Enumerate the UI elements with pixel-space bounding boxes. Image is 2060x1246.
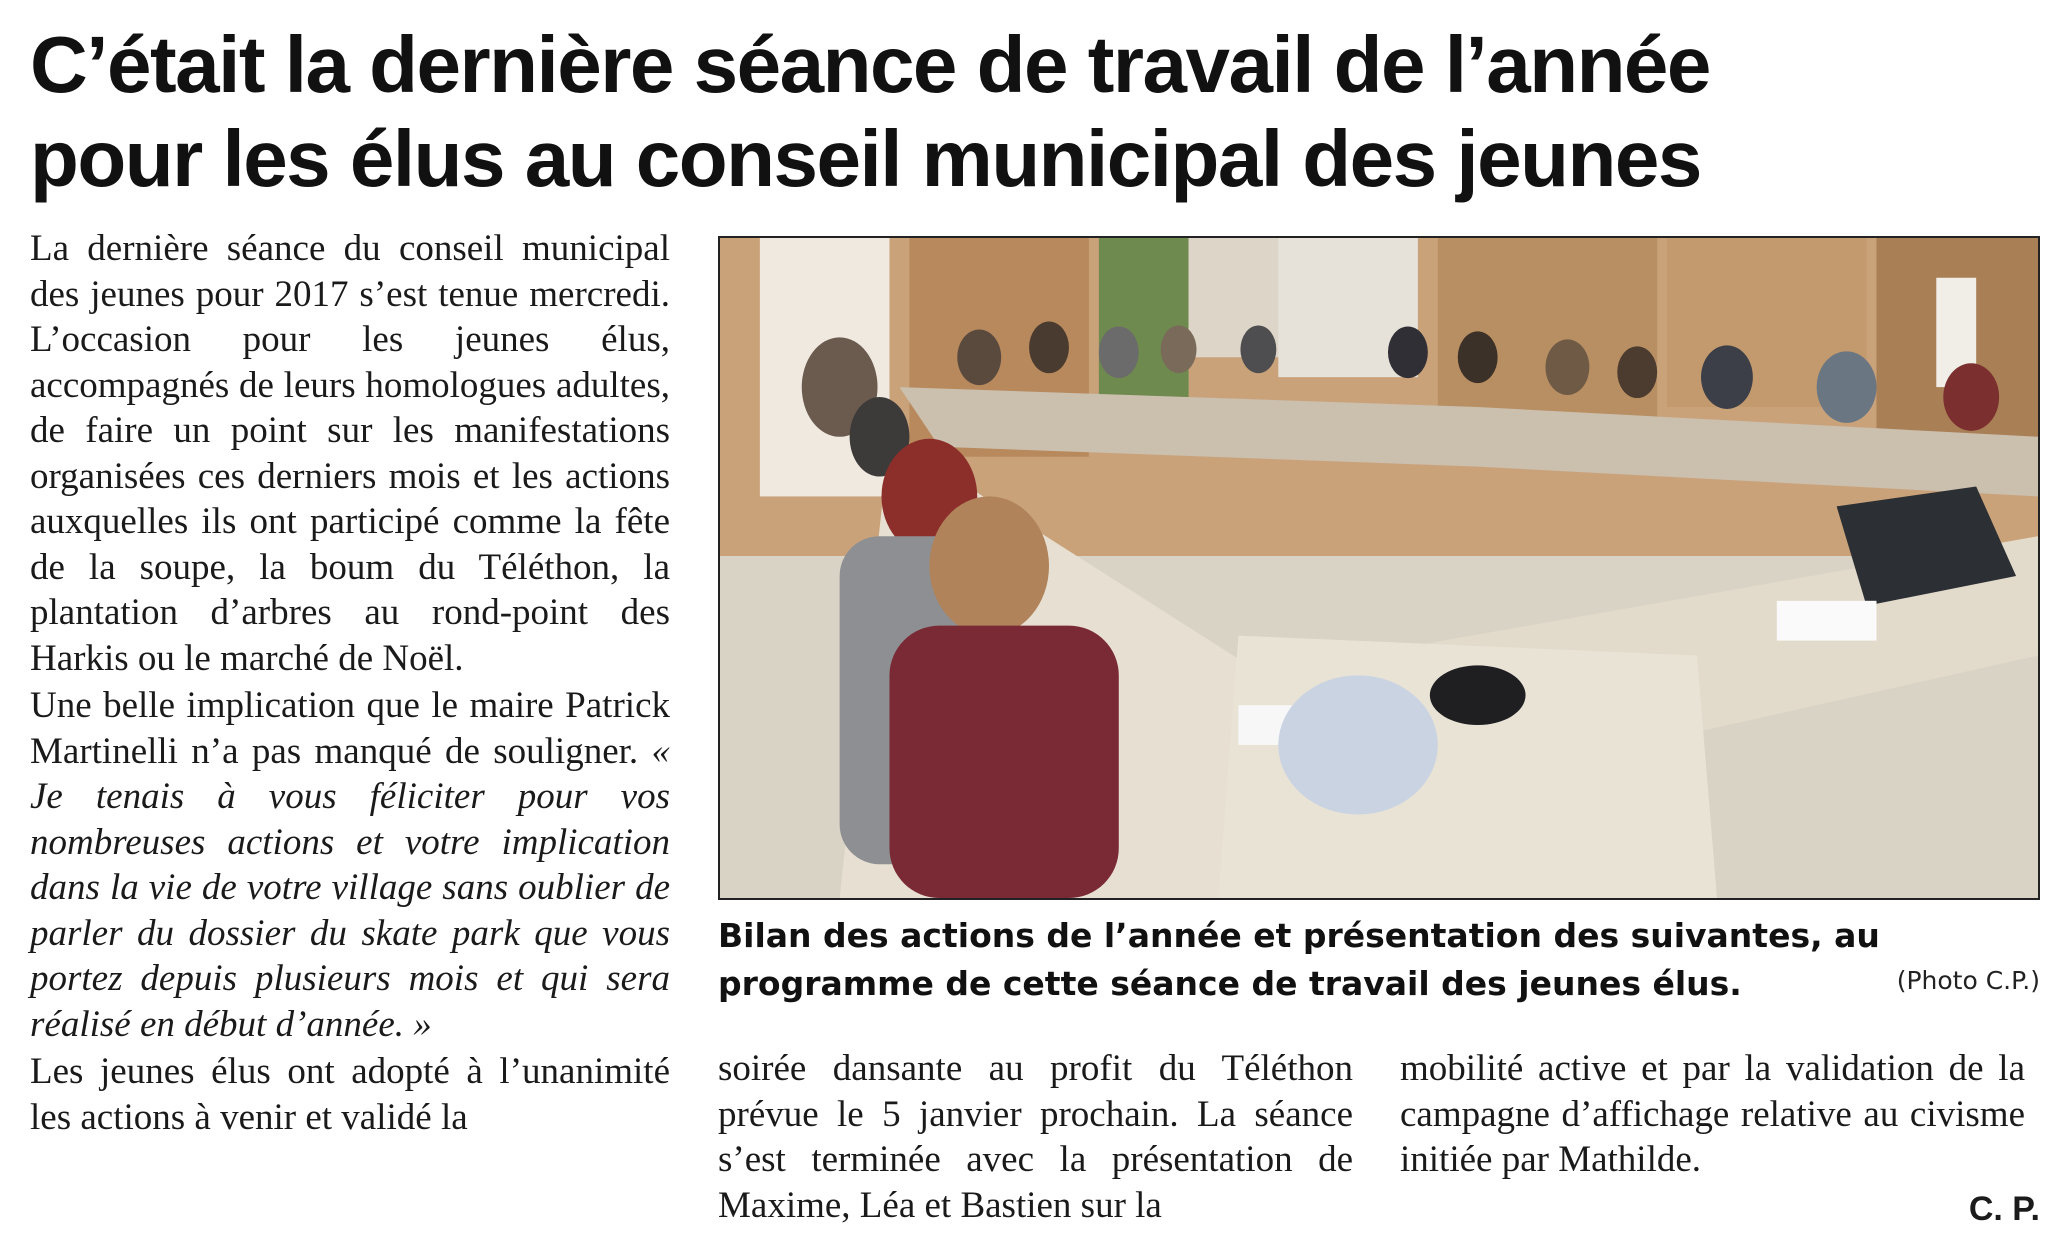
article-column-1	[30, 226, 670, 1140]
article-column-3	[1400, 1046, 2025, 1183]
column-2-text: soirée dansante au profit du Téléthon prévue le 5 janvier prochain. La séance s’est terminée avec la présentation de Maxime, Léa et Bastien sur la	[718, 1048, 1353, 1226]
headline-line-2: pour les élus au conseil municipal des jeunes	[30, 114, 1701, 203]
headline-line-1: C’était la dernière séance de travail de l’année	[30, 20, 1710, 109]
author-signature: C. P.	[1968, 1190, 2040, 1228]
paragraph-2	[30, 683, 670, 1047]
mayor-quote: « Je tenais à vous féliciter pour vos nombreuses actions et votre implication dans la vie de votre village sans oublier de parler du dossier du skate park que vous portez depuis plusieurs mois et qui sera réalisé en début d’année. »	[30, 730, 670, 1045]
column-3-text: mobilité active et par la validation de la campagne d’affichage relative au civisme initiée par Mathilde.	[1400, 1048, 2025, 1180]
photo-credit: (Photo C.P.)	[1896, 966, 2040, 995]
photo-caption: Bilan des actions de l’année et présentation des suivantes, au programme de cette séance de travail des jeunes élus.	[718, 916, 1880, 1003]
meeting-photo	[718, 236, 2040, 900]
paragraph-3: Les jeunes élus ont adopté à l’unanimité les actions à venir et validé la	[30, 1051, 670, 1138]
headline	[30, 18, 2040, 206]
meeting-photo-illustration	[720, 238, 2038, 898]
article-column-2	[718, 1046, 1353, 1228]
paragraph-2-intro: Une belle implication que le maire Patrick Martinelli n’a pas manqué de souligner.	[30, 685, 670, 772]
paragraph-1: La dernière séance du conseil municipal des jeunes pour 2017 s’est tenue mercredi. L’occasion pour les jeunes élus, accompagnés de leurs homologues adultes, de faire un point sur les manifestations organisées ces derniers mois et les actions auxquelles ils ont participé comme la fête de la soupe, la boum du Téléthon, la plantation d’arbres au rond-point des Harkis ou le marché de Noël.	[30, 228, 670, 679]
